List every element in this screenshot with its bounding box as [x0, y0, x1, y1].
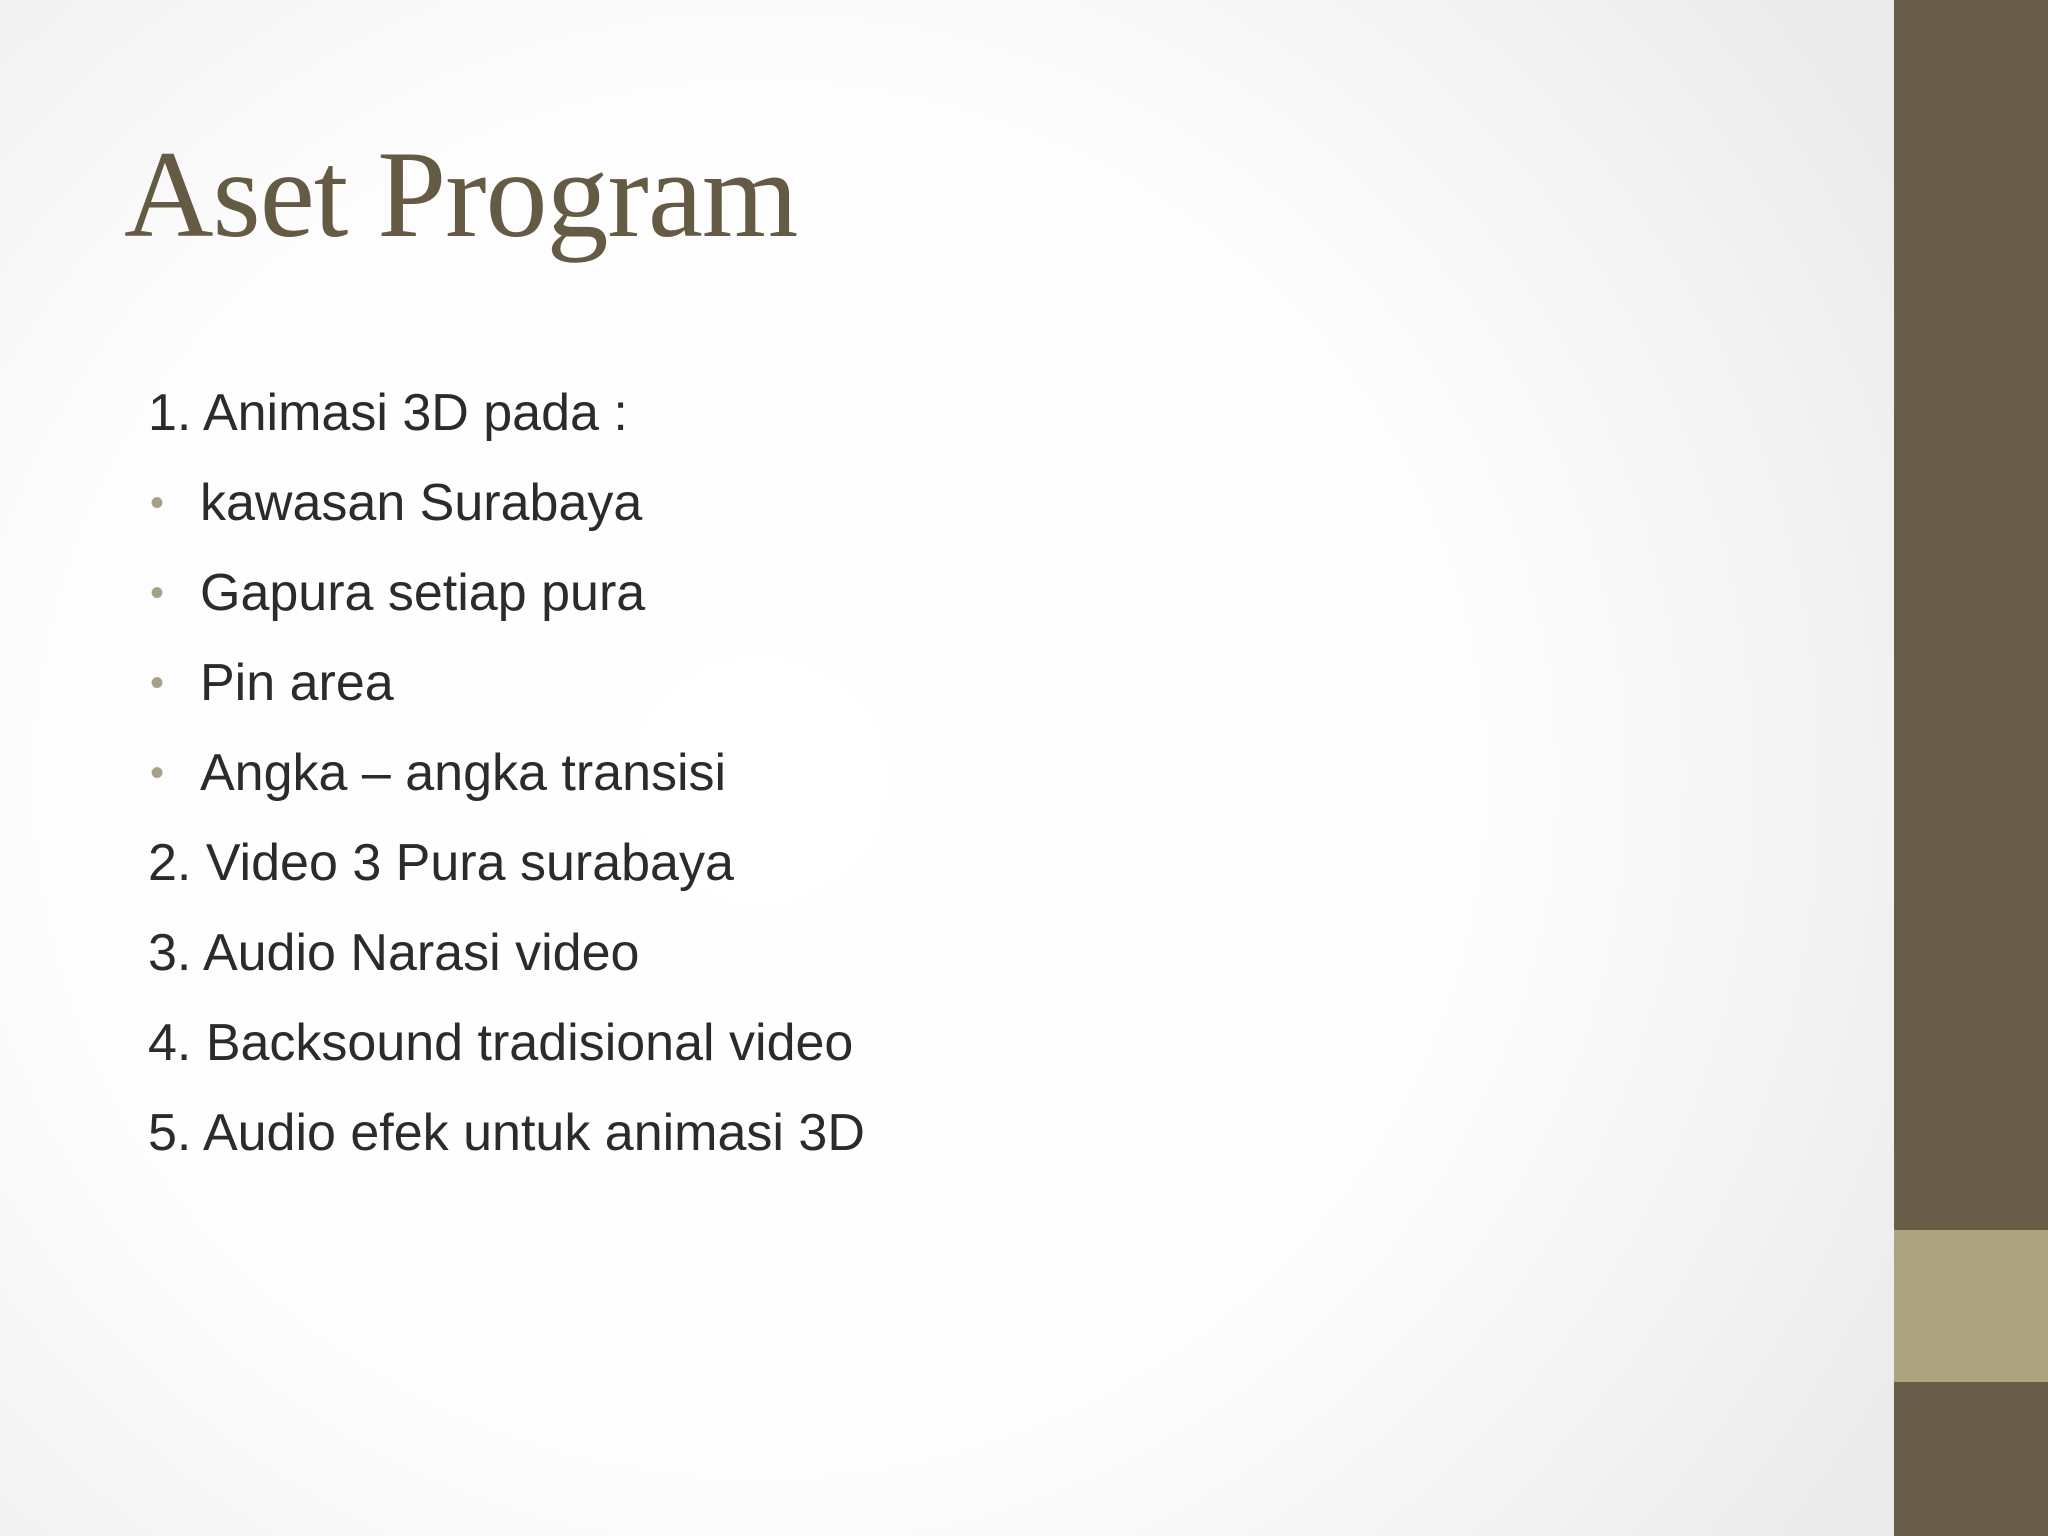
decorative-side-bar-accent	[1894, 1230, 2048, 1382]
slide-content-list	[148, 368, 1648, 1178]
slide-title: Aset Program	[124, 126, 798, 263]
list-item-text: Angka – angka transisi	[200, 744, 727, 802]
list-item-text: 3. Audio Narasi video	[148, 924, 640, 982]
list-item-numbered	[148, 998, 1648, 1088]
list-item-text: Gapura setiap pura	[200, 564, 646, 622]
list-item-text: kawasan Surabaya	[200, 474, 643, 532]
bullet-icon: •	[150, 661, 165, 705]
bullet-icon: •	[150, 481, 165, 525]
list-item-numbered	[148, 368, 1648, 458]
list-item-numbered	[148, 1088, 1648, 1178]
list-item-numbered	[148, 908, 1648, 998]
list-item-text: 5. Audio efek untuk animasi 3D	[148, 1104, 865, 1162]
list-item-text: 4. Backsound tradisional video	[148, 1014, 854, 1072]
list-item-bullet	[148, 638, 1648, 728]
list-item-bullet	[148, 458, 1648, 548]
bullet-icon: •	[150, 751, 165, 795]
list-item-bullet	[148, 728, 1648, 818]
list-item-text: 1. Animasi 3D pada :	[148, 384, 628, 442]
list-item-numbered	[148, 818, 1648, 908]
list-item-text: Pin area	[200, 654, 394, 712]
list-item-text: 2. Video 3 Pura surabaya	[148, 834, 734, 892]
list-item-bullet	[148, 548, 1648, 638]
decorative-side-bar	[1894, 0, 2048, 1536]
bullet-icon: •	[150, 571, 165, 615]
